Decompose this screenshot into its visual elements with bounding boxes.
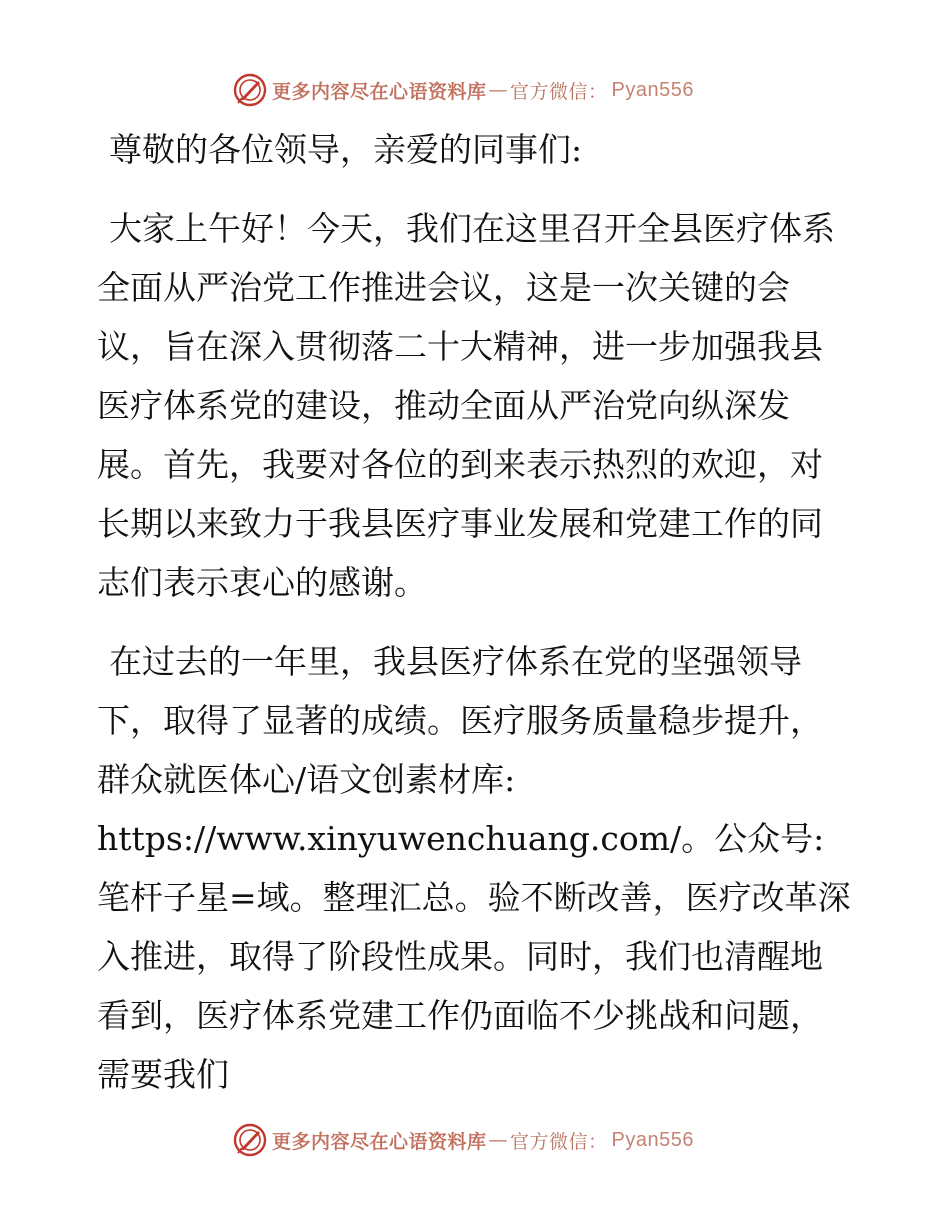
paragraph-2: 在过去的一年里，我县医疗体系在党的坚强领导下，取得了显著的成绩。医疗服务质量稳步提升，群众就医体心/语文创素材库: https://www.xinyuwenchuang.com/。公众号: 笔杆子星=域。整理汇总。验不断改善，医疗改革深入推进，取得了阶段性成果。同时，我们也清醒地看到，医疗体系党建工作仍面临不少挑战和问题，需要我们 bbox=[97, 642, 851, 1094]
watermark-dash: — bbox=[488, 79, 509, 101]
watermark-main-text: 更多内容尽在心语资料库 bbox=[272, 1130, 487, 1153]
watermark-dash: — bbox=[488, 1129, 509, 1151]
quill-logo-icon bbox=[232, 72, 268, 108]
quill-logo-icon bbox=[232, 1122, 268, 1158]
paragraph-1: 大家上午好！今天，我们在这里召开全县医疗体系全面从严治党工作推进会议，这是一次关键的会议，旨在深入贯彻落二十大精神，进一步加强我县医疗体系党的建设，推动全面从严治党向纵深发展。首先，我要对各位的到来表示热烈的欢迎，对长期以来致力于我县医疗事业发展和党建工作的同志们表示衷心的感谢。 bbox=[97, 209, 835, 602]
salutation: 尊敬的各位领导，亲爱的同事们: bbox=[109, 130, 583, 169]
watermark-main-text: 更多内容尽在心语资料库 bbox=[272, 80, 487, 103]
watermark-side-text: 官方微信： bbox=[510, 1130, 608, 1153]
watermark-id: Pyan556 bbox=[611, 1128, 694, 1151]
watermark-id: Pyan556 bbox=[611, 78, 694, 101]
watermark-side-text: 官方微信： bbox=[510, 80, 608, 103]
footer-watermark bbox=[232, 1122, 712, 1158]
document-body bbox=[97, 120, 852, 1104]
header-watermark bbox=[232, 72, 712, 108]
